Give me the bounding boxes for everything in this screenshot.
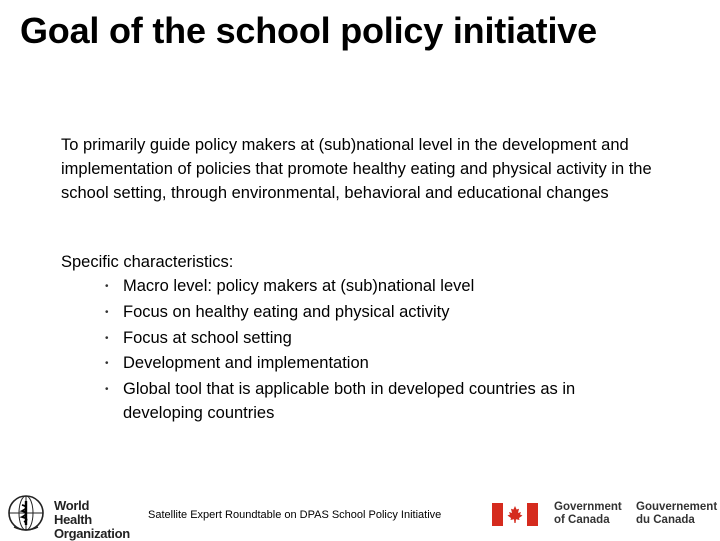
bullet-icon: • — [105, 332, 109, 344]
list-item: • Development and implementation — [61, 352, 641, 376]
gov-en-line1: Government — [554, 501, 622, 513]
gov-fr-line2: du Canada — [636, 514, 695, 526]
who-logo — [6, 493, 130, 541]
bullet-icon: • — [105, 384, 109, 396]
bullet-icon: • — [105, 306, 109, 318]
characteristics-list — [61, 275, 641, 427]
gov-fr-line1: Gouvernement — [636, 501, 718, 513]
who-name-line1: World Health — [54, 498, 92, 527]
slide-title: Goal of the school policy initiative — [20, 10, 597, 51]
list-item: • Macro level: policy makers at (sub)national level — [61, 275, 641, 299]
intro-paragraph: To primarily guide policy makers at (sub)national level in the development and implementation of policies that promote healthy eating and physical activity in the school setting, through environmental, behavioral and educational changes — [61, 136, 652, 202]
canada-flag-icon — [492, 503, 538, 526]
bullet-icon: • — [105, 358, 109, 370]
gov-en-line2: of Canada — [554, 514, 610, 526]
characteristics-heading: Specific characteristics: — [61, 253, 234, 271]
bullet-icon: • — [105, 281, 109, 292]
list-item: • Focus on healthy eating and physical activity — [61, 301, 641, 325]
who-emblem-icon — [6, 493, 46, 533]
government-of-canada-logo — [492, 498, 720, 532]
footer-caption: Satellite Expert Roundtable on DPAS School Policy Initiative — [148, 509, 442, 521]
list-item: • Focus at school setting — [61, 327, 641, 351]
list-item: • Global tool that is applicable both in developed countries as in developing countries — [105, 380, 576, 422]
who-name-line2: Organization — [54, 526, 130, 541]
